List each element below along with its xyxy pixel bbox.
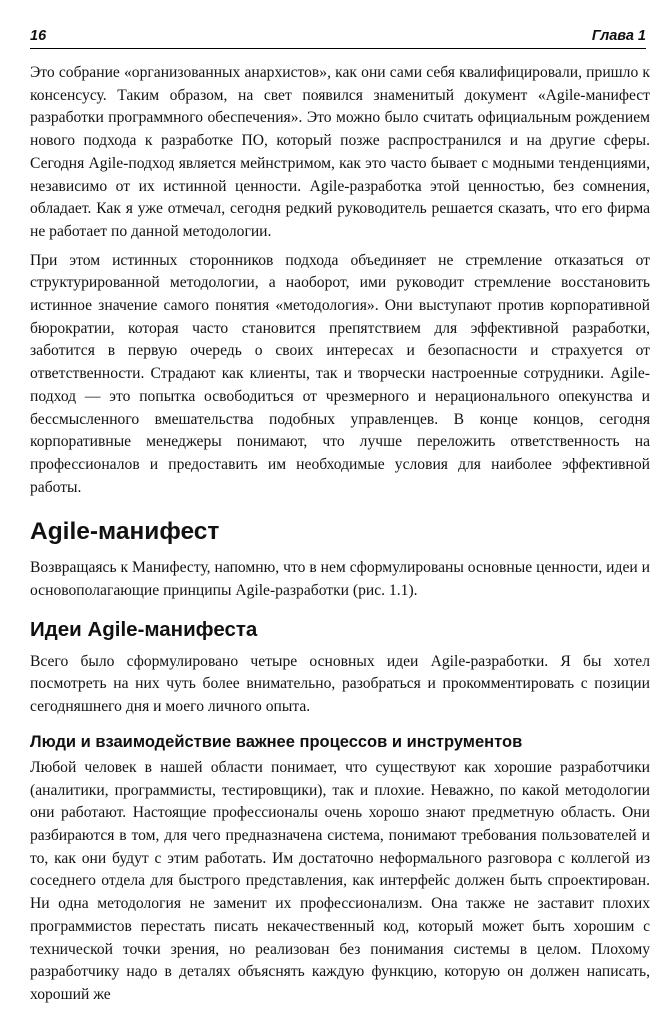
paragraph: Любой человек в нашей области понимает, что существуют как хорошие разработчики (аналитики, программисты, тестировщики), так и плохие. Неважно, по какой методологии они работают. Настоящие профессионалы очень хорошо знают предметную область. Они разбираются в том, для чего предназначена система, понимают требования пользователей и то, как они будут с этим работать. Им достаточно неформального разговора с коллегой из соседнего отдела для быстрого представления, как интерфейс должен быть спроектирован. Ни одна методология не заменит их профессионализм. Она также не заставит плохих программистов перестать писать некачественный код, который может быть хорошим с технической точки зрения, но реализован без понимания системы в целом. Плохому разработчику надо в деталях объяснять каждую функцию, которую он должен написать, хороший же — [30, 758, 650, 1003]
page-number: 16 — [30, 28, 47, 44]
subsubsection-heading: Люди и взаимодействие важнее процессов и инструментов — [30, 732, 523, 751]
page-body — [30, 62, 650, 1013]
paragraph: При этом истинных сторонников подхода объединяет не стремление отказаться от структурированной методологии, а наоборот, ими руководит стремление восстановить истинное значение самого понятия «методология». Они выступают против корпоративной бюрократии, которая часто становится препятствием для эффективной разработки, заботится в первую очередь о своих интересах и безопасности и страхуется от ответственности. Страдают как клиенты, так и творчески настроенные сотрудники. Agile-подход — это попытка освободиться от чрезмерного и нерационального опекунства и бессмысленного вмешательства подобных управленцев. В конце концов, сегодня корпоративные менеджеры понимают, что лучше переложить ответственность на профессионалов и предоставить им необходимые условия для наиболее эффективной работы. — [30, 251, 650, 496]
section-heading: Agile-манифест — [30, 518, 220, 546]
paragraph: Возвращаясь к Манифесту, напомню, что в нем сформулированы основные ценности, идеи и основополагающие принципы Agile-разработки (рис. 1.1). — [30, 559, 650, 600]
paragraph: Это собрание «организованных анархистов», как они сами себя квалифицировали, пришло к консенсусу. Таким образом, на свет появился знаменитый документ «Agile-манифест разработки программного обеспечения». Это можно было считать официальным рождением нового подхода к разработке ПО, который позже распространился и на другие сферы. Сегодня Agile-подход является мейнстримом, как это часто бывает с модными тенденциями, независимо от их истинной ценности. Agile-разработка этой ценностью, без сомнения, обладает. Как я уже отмечал, сегодня редкий руководитель решается сказать, что его фирма не работает по данной методологии. — [30, 64, 650, 240]
running-header — [30, 26, 646, 49]
chapter-title: Глава 1 — [591, 28, 646, 44]
paragraph: Всего было сформулировано четыре основных идеи Agile-разработки. Я бы хотел посмотреть на них чуть более внимательно, разобраться и прокомментировать с позиции сегодняшнего дня и моего личного опыта. — [30, 652, 650, 716]
subsection-heading: Идеи Agile-манифеста — [30, 617, 258, 641]
